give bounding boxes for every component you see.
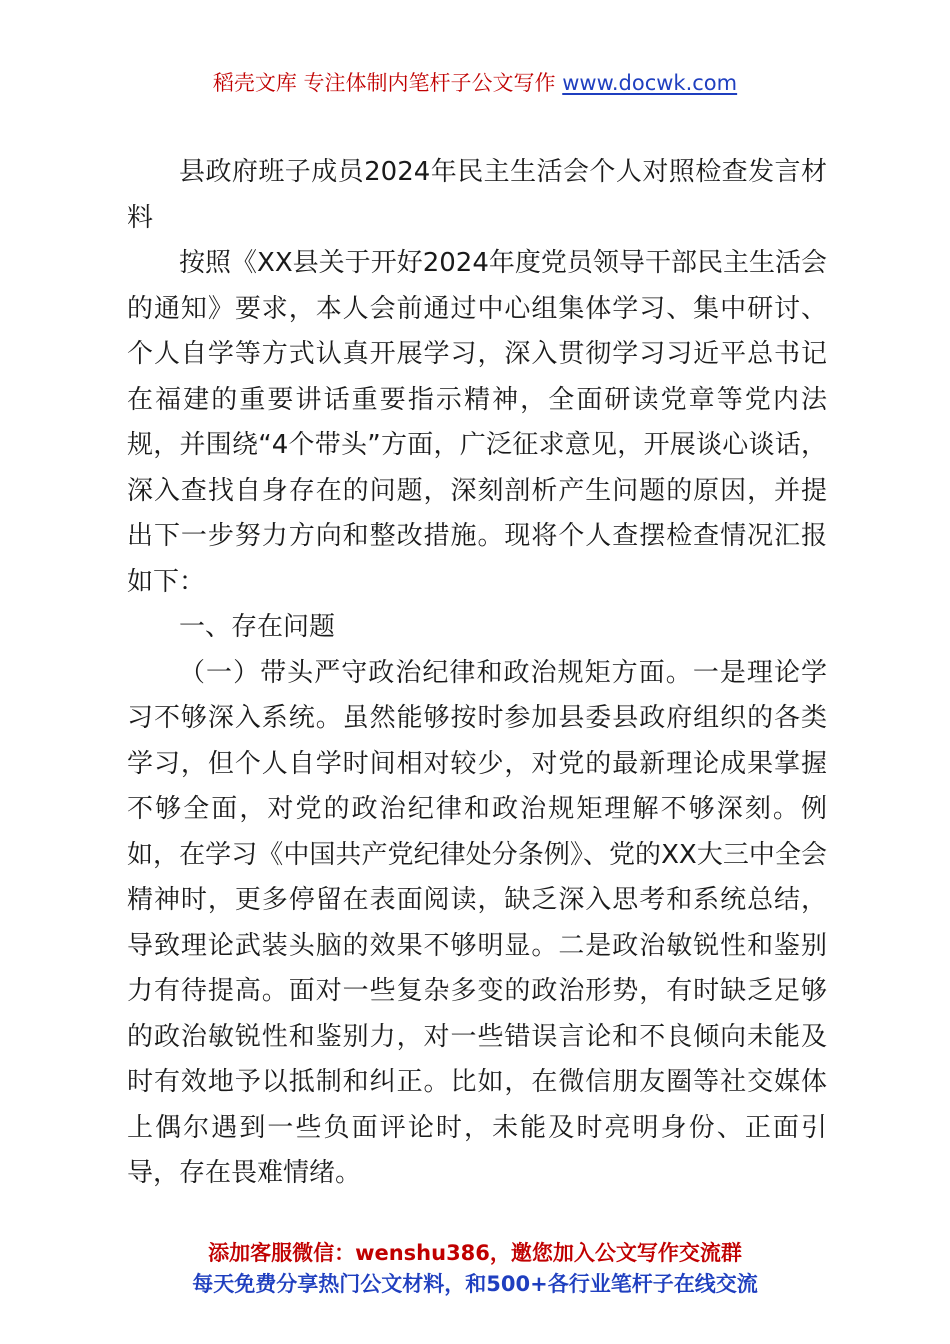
page-footer xyxy=(0,1238,950,1300)
footer-share-line: 每天免费分享热门公文材料，和500+各行业笔杆子在线交流 xyxy=(192,1272,758,1296)
document-title: 县政府班子成员2024年民主生活会个人对照检查发言材料 xyxy=(127,157,827,233)
intro-paragraph: 按照《XX县关于开好2024年度党员领导干部民主生活会的通知》要求，本人会前通过中心组集体学习、集中研讨、个人自学等方式认真开展学习，深入贯彻学习习近平总书记在福建的重要讲话重要指示精神，全面研读党章等党内法规，并围绕“4个带头”方面，广泛征求意见，开展谈心谈话，深入查找自身存在的问题，深刻剖析产生问题的原因，并提出下一步努力方向和整改措施。现将个人查摆检查情况汇报如下： xyxy=(127,248,827,597)
document-body xyxy=(127,150,827,1197)
section-paragraph: （一）带头严守政治纪律和政治规矩方面。一是理论学习不够深入系统。虽然能够按时参加县委县政府组织的各类学习，但个人自学时间相对较少，对党的最新理论成果掌握不够全面，对党的政治纪律和政治规矩理解不够深刻。例如，在学习《中国共产党纪律处分条例》、党的XX大三中全会精神时，更多停留在表面阅读，缺乏深入思考和系统总结，导致理论武装头脑的效果不够明显。二是政治敏锐性和鉴别力有待提高。面对一些复杂多变的政治形势，有时缺乏足够的政治敏锐性和鉴别力，对一些错误言论和不良倾向未能及时有效地予以抵制和纠正。比如，在微信朋友圈等社交媒体上偶尔遇到一些负面评论时，未能及时亮明身份、正面引导，存在畏难情绪。 xyxy=(127,657,827,1188)
header-site-link[interactable]: www.docwk.com xyxy=(562,71,738,95)
footer-wechat-line: 添加客服微信：wenshu386，邀您加入公文写作交流群 xyxy=(208,1241,742,1265)
header-brand: 稻壳文库 专注体制内笔杆子公文写作 xyxy=(212,71,556,95)
section-heading: 一、存在问题 xyxy=(179,612,336,642)
page-header xyxy=(0,68,950,98)
